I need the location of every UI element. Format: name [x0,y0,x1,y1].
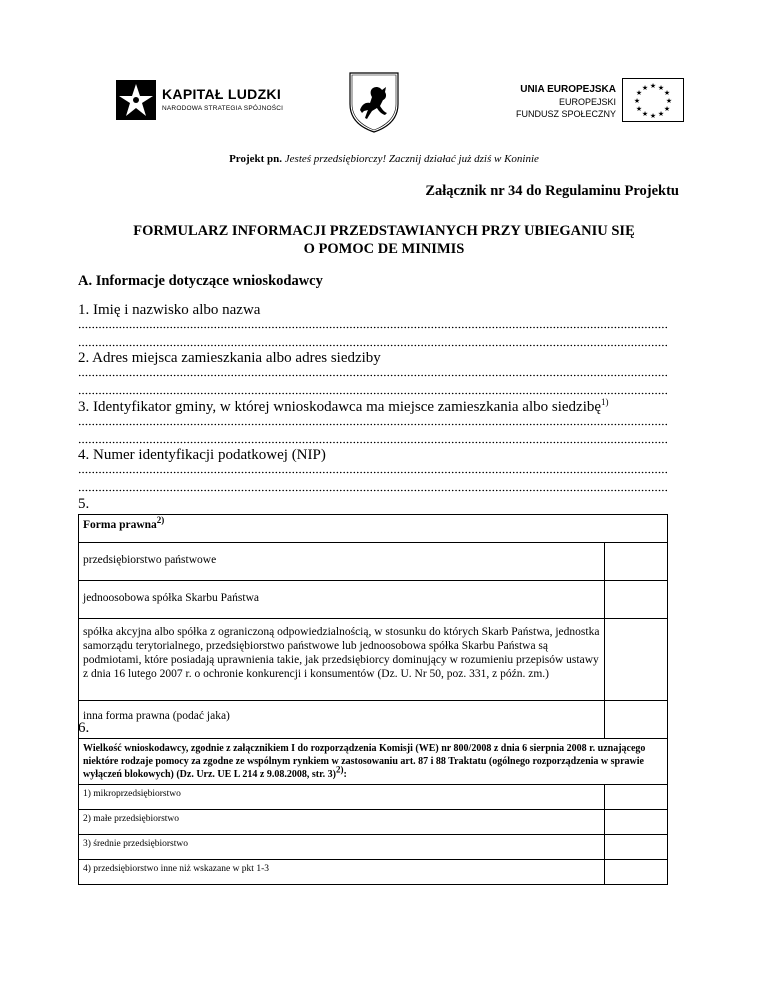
project-name: Jesteś przedsiębiorczy! Zacznij działać już dziś w Koninie [284,153,539,165]
table-row [79,619,668,701]
field-3-line-2[interactable] [78,438,668,446]
eu-line-2: EUROPEJSKI [558,97,616,107]
legal-form-option-4: inna forma prawna (podać jaka) [79,701,605,739]
field-2-line-1[interactable] [78,371,668,379]
company-size-option-3: 3) średnie przedsiębiorstwo [79,835,605,860]
svg-text:★: ★ [633,97,641,105]
coat-of-arms-icon [346,70,402,134]
eu-line-1: UNIA EUROPEJSKA [520,84,616,95]
field-3-text: 3. Identyfikator gminy, w której wnioskodawca ma miejsce zamieszkania albo siedzibę [78,399,602,415]
legal-form-header [79,515,668,543]
table-row [79,701,668,739]
company-size-header-suffix: : [343,769,347,780]
legal-form-option-3: spółka akcyjna albo spółka z ograniczoną odpowiedzialnością, w stosunku do których Skarb Państwa, jednostka samorządu terytorialnego, przedsiębiorstwo państwowe lub jednoosobowa spółka Skarbu Państwa są podmiotami, które posiadają uprawnienia takie, jak przedsiębiorcy dominujący w rozumieniu przepisów ustawy z dnia 16 lutego 2007 r. o ochronie konkurencji i konsumentów (Dz. U. Nr 50, poz. 331, z późn. zm.) [79,619,605,701]
eu-flag-icon [622,78,684,122]
annex-heading: Załącznik nr 34 do Regulaminu Projektu [425,183,679,199]
company-size-table [78,738,668,885]
field-1-label: 1. Imię i nazwisko albo nazwa [78,302,261,318]
table-row [79,785,668,810]
svg-text:★: ★ [663,89,671,97]
company-size-header [79,739,668,785]
legal-form-header-text: Forma prawna [83,519,157,531]
company-size-checkbox-4[interactable] [605,860,668,885]
field-2-label: 2. Adres miejsca zamieszkania albo adres siedziby [78,350,381,366]
table-row [79,810,668,835]
project-prefix: Projekt pn. [229,153,285,165]
kapital-ludzki-title: KAPITAŁ LUDZKI [162,86,282,102]
field-2-line-2[interactable] [78,389,668,397]
section-a-heading: A. Informacje dotyczące wnioskodawcy [78,273,323,289]
svg-text:★: ★ [641,84,649,92]
form-title-line-2: O POMOC DE MINIMIS [303,241,465,257]
legal-form-table [78,514,668,739]
table-row [79,543,668,581]
company-size-checkbox-1[interactable] [605,785,668,810]
svg-text:★: ★ [635,89,643,97]
svg-text:★: ★ [635,105,643,113]
svg-text:★: ★ [663,105,671,113]
table-row [79,581,668,619]
company-size-header-row [79,739,668,785]
legal-form-checkbox-3[interactable] [605,619,668,701]
project-line [0,153,768,165]
company-size-option-4: 4) przedsiębiorstwo inne niż wskazane w pkt 1-3 [79,860,605,885]
svg-text:★: ★ [657,84,665,92]
company-size-header-text: Wielkość wnioskodawcy, zgodnie z załącznikiem I do rozporządzenia Komisji (WE) nr 800/2008 z dnia 6 sierpnia 2008 r. uznającego niektóre rodzaje pomocy za zgodne ze wspólnym rynkiem w zastosowaniu art. 87 i 88 Traktatu (ogólnego rozporządzenia w sprawie wyłączeń blokowych) (Dz. Urz. UE L 214 z 9.08.2008, str. 3) [83,743,646,780]
legal-form-footnote: 2) [156,515,165,526]
form-title-line-1: FORMULARZ INFORMACJI PRZEDSTAWIANYCH PRZY UBIEGANIU SIĘ [133,223,635,239]
field-6-label: 6. [78,720,90,736]
eu-line-3: FUNDUSZ SPOŁECZNY [516,109,617,119]
legal-form-checkbox-2[interactable] [605,581,668,619]
kapital-ludzki-subtitle: NARODOWA STRATEGIA SPÓJNOŚCI [162,105,284,112]
company-size-checkbox-2[interactable] [605,810,668,835]
svg-text:★: ★ [665,97,673,105]
kapital-ludzki-logo [116,80,286,120]
legal-form-option-2: jednoosobowa spółka Skarbu Państwa [79,581,605,619]
legal-form-checkbox-1[interactable] [605,543,668,581]
field-1-line-2[interactable] [78,341,668,349]
field-1-line-1[interactable] [78,323,668,331]
company-size-footnote: 2) [335,764,344,775]
field-3-label [78,399,609,416]
field-3-line-1[interactable] [78,420,668,428]
company-size-option-2: 2) małe przedsiębiorstwo [79,810,605,835]
svg-text:★: ★ [641,110,649,118]
svg-text:★: ★ [649,112,657,120]
field-4-label: 4. Numer identyfikacji podatkowej (NIP) [78,447,326,463]
legal-form-header-row [79,515,668,543]
company-size-option-1: 1) mikroprzedsiębiorstwo [79,785,605,810]
svg-text:★: ★ [657,110,665,118]
eu-text-block [516,84,616,120]
legal-form-checkbox-4[interactable] [605,701,668,739]
field-4-line-2[interactable] [78,486,668,494]
table-row [79,860,668,885]
field-4-line-1[interactable] [78,468,668,476]
svg-text:★: ★ [649,82,657,90]
logo-bar [0,70,768,135]
company-size-checkbox-3[interactable] [605,835,668,860]
field-5-label: 5. [78,496,90,512]
field-3-footnote: 1) [601,397,609,407]
kapital-ludzki-star-icon [116,80,156,120]
legal-form-option-1: przedsiębiorstwo państwowe [79,543,605,581]
form-title [0,222,768,258]
table-row [79,835,668,860]
